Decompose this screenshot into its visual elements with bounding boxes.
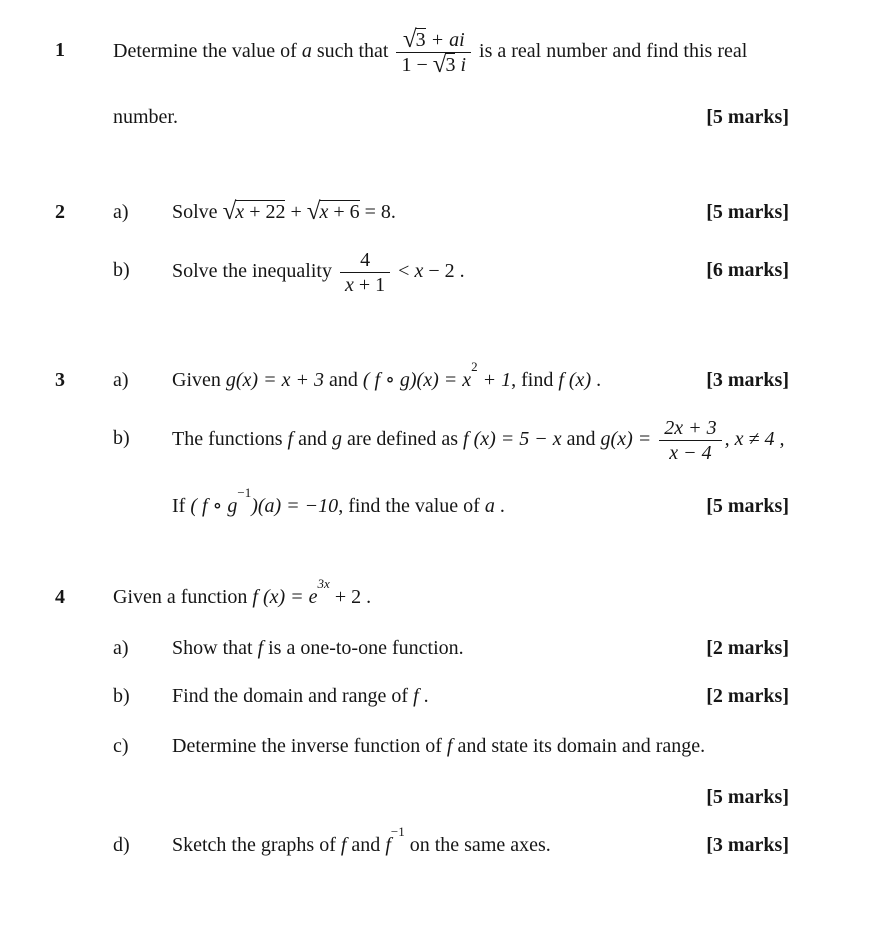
q3b-var-a: a [484, 495, 495, 517]
q3a-expr-fog-tail: + 1 [477, 369, 512, 391]
q3b-expr-foginv-tail: )(a) = −10 [251, 495, 339, 517]
q2b-frac-den-var: x [344, 274, 354, 296]
q4a-var-f: f [257, 637, 264, 659]
q1-frac-den-tail: i [455, 54, 467, 76]
q4a-letter: a) [113, 637, 129, 659]
q3b-fraction [659, 417, 721, 464]
q2a-sqrt1-var: x [235, 201, 245, 223]
q4b-letter: b) [113, 685, 130, 707]
q1-frac-num-radicand: 3 [415, 29, 426, 51]
q2b-frac-num: 4 [360, 249, 371, 271]
q3b-text-mid1: and [293, 428, 332, 451]
q4-intro-tail: + 2 . [329, 586, 372, 608]
q3b-marks-badge: [5 marks] [706, 495, 789, 517]
q2b-frac-den-tail: + 1 [353, 274, 386, 296]
q3a-text-mid2: , find [511, 369, 559, 391]
q4b-text-pre: Find the domain and range of [172, 685, 414, 707]
q3a-period: . [591, 369, 602, 391]
q2b-fraction [340, 249, 390, 296]
q2a-sqrt-2 [306, 198, 360, 225]
q4d-var-f: f [340, 834, 347, 856]
q2a-marks-badge: [5 marks] [706, 201, 789, 223]
q1-marks-badge: [5 marks] [706, 106, 789, 128]
q3b-var-f: f [287, 428, 294, 451]
q4-exponent-3x: 3x [317, 576, 330, 592]
question-4b-text [172, 684, 429, 708]
q3a-expr-g: g(x) = x + 3 [225, 369, 324, 391]
q2a-plus: + [285, 201, 307, 223]
q4-intro-pre: Given a function [113, 586, 253, 608]
q1-fraction [396, 26, 471, 78]
question-4d-text [172, 824, 551, 857]
question-2-number: 2 [55, 201, 65, 223]
radical-icon: √ [306, 198, 321, 225]
q4d-letter: d) [113, 834, 130, 856]
q4d-finv-exponent: −1 [390, 824, 405, 840]
q1-text-mid: such that [311, 40, 394, 63]
q1-text-continued: number. [113, 106, 178, 128]
q1-frac-den-radicand: 3 [445, 54, 456, 76]
q3a-exponent-2: 2 [471, 359, 478, 375]
q2b-var-x: x [414, 260, 424, 283]
q4c-var-f: f [446, 735, 453, 757]
q2a-letter: a) [113, 201, 129, 223]
q3a-marks-badge: [3 marks] [706, 369, 789, 391]
q2a-sqrt2-var: x [319, 201, 329, 223]
question-1-line-1 [113, 26, 748, 78]
q1-text-pre: Determine the value of [113, 40, 302, 63]
q3b-frac-den: x − 4 [669, 442, 712, 464]
q4d-text-post: on the same axes. [404, 834, 551, 856]
q3b-expr-foginv-base: ( f ∘ g [190, 495, 238, 517]
question-1-number: 1 [55, 39, 65, 61]
q3b-expr-g: g(x) = [600, 428, 657, 451]
q4a-marks-badge: [2 marks] [706, 637, 789, 659]
q4b-text-post: . [418, 685, 429, 707]
q4d-marks-badge: [3 marks] [706, 834, 789, 856]
q4c-letter: c) [113, 735, 129, 757]
q4d-text-pre: Sketch the graphs of [172, 834, 341, 856]
radical-icon: √ [402, 26, 417, 53]
q4c-text-post: and state its domain and range. [452, 735, 706, 757]
q3b-inverse-exponent: −1 [237, 485, 252, 501]
q2b-less-than: < [393, 260, 415, 283]
q3b-domain-restriction: , x ≠ 4 , [724, 428, 785, 451]
q4a-text-post: is a one-to-one function. [263, 637, 464, 659]
q3b-text-mid2: are defined as [341, 428, 464, 451]
radical-icon: √ [432, 51, 447, 78]
question-3b-line-1 [172, 417, 784, 464]
q1-text-post: is a real number and find this real [474, 40, 748, 63]
q4-expr-base: f (x) = e [252, 586, 318, 608]
q2a-sqrt-1 [222, 198, 286, 225]
q1-frac-den-pre: 1 − [401, 54, 433, 76]
q2a-sqrt2-tail: + 6 [328, 201, 360, 223]
radical-icon: √ [222, 198, 237, 225]
question-3-number: 3 [55, 369, 65, 391]
q3a-expr-fog-base: ( f ∘ g)(x) = x [362, 369, 472, 391]
q4d-finv-base: f [385, 834, 391, 856]
q2b-marks-badge: [6 marks] [706, 259, 789, 281]
q3b-if-pre: If [172, 495, 191, 517]
q3b-expr-f: f (x) = 5 − x [463, 428, 562, 451]
question-1-line-2 [113, 105, 178, 129]
q2b-letter: b) [113, 259, 130, 281]
q3b-period: . [494, 495, 505, 517]
q3a-letter: a) [113, 369, 129, 391]
question-4c-text [172, 734, 705, 758]
q3b-text-mid3: and [561, 428, 601, 451]
q2a-sqrt1-tail: + 22 [244, 201, 286, 223]
q2b-tail: − 2 . [423, 260, 465, 283]
q3a-text-pre: Given [172, 369, 226, 391]
q2a-text-pre: Solve [172, 201, 223, 223]
question-4a-text [172, 636, 464, 660]
question-4-number: 4 [55, 586, 65, 608]
q4c-marks-badge: [5 marks] [706, 786, 789, 808]
q3b-text-pre: The functions [172, 428, 288, 451]
q4c-text-pre: Determine the inverse function of [172, 735, 447, 757]
question-2b-text [172, 249, 465, 296]
q3b-letter: b) [113, 427, 130, 449]
q4a-text-pre: Show that [172, 637, 258, 659]
question-3a-text [172, 359, 602, 392]
question-3b-line-2 [172, 485, 505, 518]
q3b-frac-num: 2x + 3 [664, 417, 717, 439]
q2a-equals: = 8. [359, 201, 396, 223]
q3b-if-mid: , find the value of [338, 495, 485, 517]
q4b-var-f: f [413, 685, 419, 707]
question-2a-text [172, 200, 396, 224]
question-4-intro [113, 576, 372, 609]
q1-var-a: a [301, 40, 312, 63]
q3a-text-mid1: and [323, 369, 363, 391]
q4d-text-mid: and [346, 834, 386, 856]
q1-frac-num-tail: + ai [425, 29, 465, 51]
q3a-expr-fx: f (x) [558, 369, 592, 391]
q3b-var-g: g [331, 428, 342, 451]
q4b-marks-badge: [2 marks] [706, 685, 789, 707]
q2b-text-pre: Solve the inequality [172, 260, 337, 283]
